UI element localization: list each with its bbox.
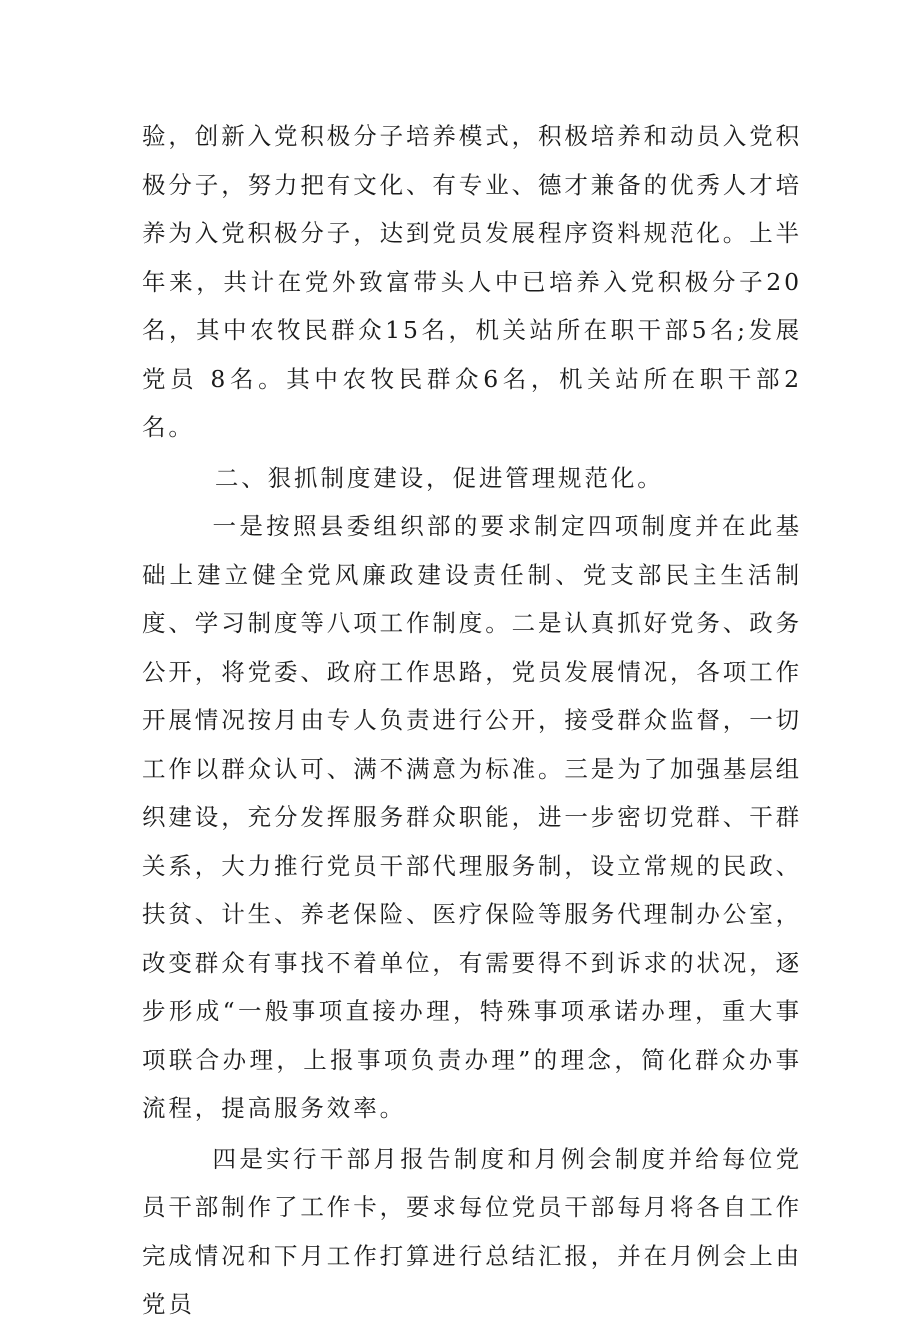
paragraph-continuation: 验，创新入党积极分子培养模式，积极培养和动员入党积极分子，努力把有文化、有专业、德才兼备的优秀人才培养为入党积极分子，达到党员发展程序资料规范化。上半年来，共计在党外致富带头人中已培养入党积极分子20名，其中农牧民群众15名，机关站所在职干部5名;发展党员 8名。其中农牧民群众6名，机关站所在职干部2名。: [142, 122, 802, 441]
section-heading: 二、狠抓制度建设，促进管理规范化。: [214, 463, 664, 492]
paragraph-system-building: 一是按照县委组织部的要求制定四项制度并在此基础上建立健全党风廉政建设责任制、党支部民主生活制度、学习制度等八项工作制度。二是认真抓好党务、政务公开，将党委、政府工作思路，党员发展情况，各项工作开展情况按月由专人负责进行公开，接受群众监督，一切工作以群众认可、满不满意为标准。三是为了加强基层组织建设，充分发挥服务群众职能，进一步密切党群、干群关系，大力推行党员干部代理服务制，设立常规的民政、扶贫、计生、养老保险、医疗保险等服务代理制办公室，改变群众有事找不着单位，有需要得不到诉求的状况，逐步形成“一般事项直接办理，特殊事项承诺办理，重大事项联合办理，上报事项负责办理”的理念，简化群众办事流程，提高服务效率。: [142, 512, 802, 1122]
document-body: [142, 112, 802, 1329]
paragraph-monthly-report: 四是实行干部月报告制度和月例会制度并给每位党员干部制作了工作卡，要求每位党员干部每月将各自工作完成情况和下月工作打算进行总结汇报，并在月例会上由党员: [142, 1144, 802, 1318]
